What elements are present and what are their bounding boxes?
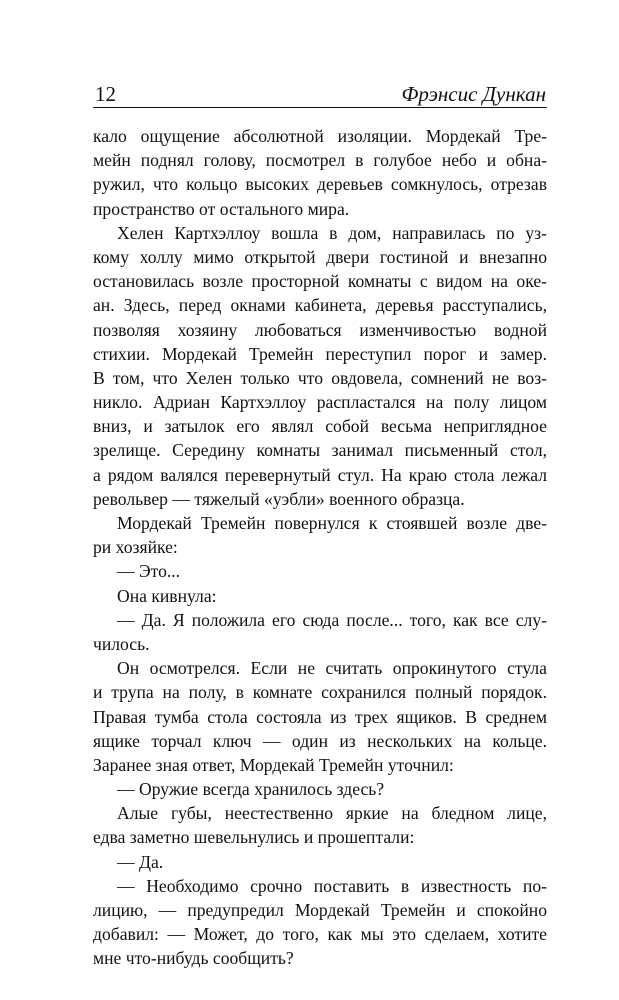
text-line: никло. Адриан Картхэллоу распластался на полу лицом bbox=[93, 392, 547, 413]
text-line: Он осмотрелся. Если не считать опрокинутого стула bbox=[117, 658, 547, 679]
text-line: и трупа на полу, в комнате сохранился полный порядок. bbox=[93, 682, 547, 703]
text-line: револьвер — тяжелый «уэбли» военного образца. bbox=[93, 488, 465, 509]
text-line: В том, что Хелен только что овдовела, сомнений не воз- bbox=[93, 367, 547, 388]
text-line: — Необходимо срочно поставить в известность по- bbox=[117, 875, 547, 896]
text-line: ящике торчал ключ — один из нескольких на кольце. bbox=[93, 730, 547, 751]
text-line: а рядом валялся перевернутый стул. На краю стола лежал bbox=[93, 464, 547, 485]
text-line: Мордекай Тремейн повернулся к стоявшей возле две- bbox=[117, 513, 547, 533]
text-line: Алые губы, неестественно яркие на бледном лице, bbox=[117, 803, 547, 824]
text-line: — Да. bbox=[117, 851, 164, 872]
page-header bbox=[93, 76, 547, 108]
text-line: мейн поднял голову, посмотрел в голубое небо и обна- bbox=[93, 150, 547, 171]
page-number: 12 bbox=[95, 82, 116, 106]
text-line: — Оружие всегда хранилось здесь? bbox=[117, 779, 385, 800]
text-line: Правая тумба стола состояла из трех ящиков. В среднем bbox=[93, 706, 547, 727]
text-line: ри хозяйке: bbox=[93, 537, 178, 558]
text-line: стихии. Мордекай Тремейн переступил порог и замер. bbox=[93, 343, 547, 364]
text-line: Она кивнула: bbox=[117, 585, 217, 606]
text-line: мне что-нибудь сообщить? bbox=[93, 948, 294, 969]
text-line: Хелен Картхэллоу вошла в дом, направилась по уз- bbox=[117, 222, 547, 243]
text-line: кало ощущение абсолютной изоляции. Мордекай Тре- bbox=[93, 126, 547, 146]
text-line: добавил: — Может, до того, как мы это сделаем, хотите bbox=[93, 924, 547, 945]
body-text bbox=[93, 124, 547, 971]
text-line: лицию, — предупредил Мордекай Тремейн и спокойно bbox=[93, 900, 547, 920]
header-rule bbox=[93, 107, 547, 108]
text-line: — Да. Я положила его сюда после... того, как все слу- bbox=[117, 609, 547, 630]
text-line: ан. Здесь, перед окнами кабинета, деревья расступались, bbox=[93, 295, 547, 316]
text-line: кому холлу мимо открытой двери гостиной и внезапно bbox=[93, 246, 547, 267]
text-line: едва заметно шевельнулись и прошептали: bbox=[93, 827, 415, 848]
text-line: — Это... bbox=[117, 561, 181, 582]
text-line: вниз, и затылок его являл собой весьма неприглядное bbox=[93, 416, 547, 437]
text-line: ружил, что кольцо высоких деревьев сомкнулось, отрезав bbox=[93, 174, 547, 195]
text-line: пространство от остального мира. bbox=[93, 198, 350, 219]
running-head-author: Фрэнсис Дункан bbox=[401, 82, 546, 106]
text-line: позволяя хозяину любоваться изменчивостью водной bbox=[93, 319, 547, 340]
text-line: остановилась возле просторной комнаты с видом на оке- bbox=[93, 271, 547, 292]
text-line: Заранее зная ответ, Мордекай Тремейн уточнил: bbox=[93, 754, 454, 775]
text-line: зрелище. Середину комнаты занимал письменный стол, bbox=[93, 440, 547, 461]
text-line: чилось. bbox=[93, 633, 150, 654]
